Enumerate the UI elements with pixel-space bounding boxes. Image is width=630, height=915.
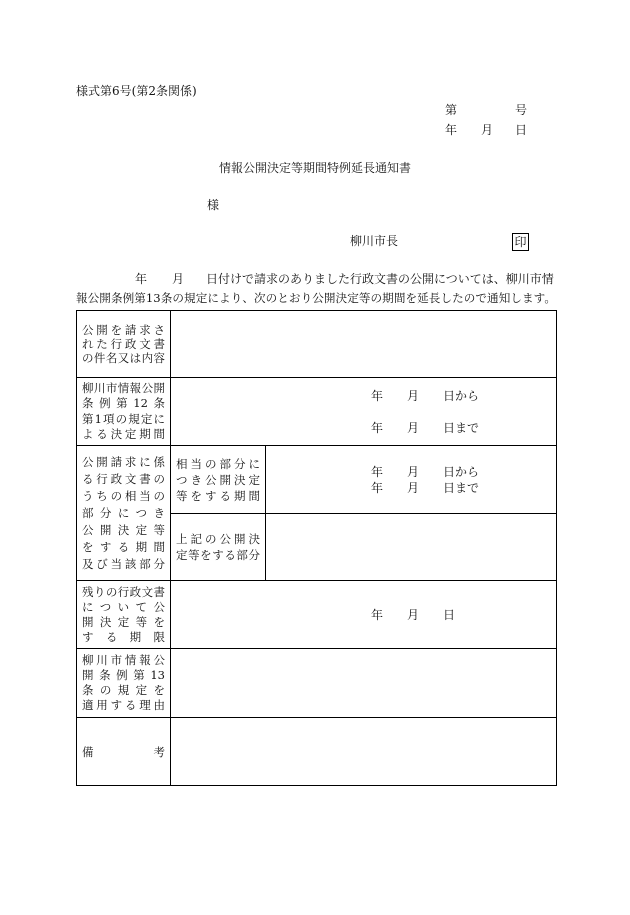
label-line: 部分につき xyxy=(82,505,165,520)
label-line: 条の規定を xyxy=(82,683,165,697)
partial-period-value xyxy=(266,446,557,514)
issue-date-month: 月 xyxy=(481,123,494,137)
document-title: 情報公開決定等期間特例延長通知書 xyxy=(218,161,411,175)
decision-period-value xyxy=(171,378,557,446)
label-line: うちの相当の xyxy=(82,488,165,503)
extension-reason-value xyxy=(171,649,557,718)
remarks-value xyxy=(171,718,557,786)
label-line: つき公開決定 xyxy=(176,472,260,487)
label-line: をする期間 xyxy=(82,539,165,554)
row-decision-period xyxy=(77,378,557,446)
request-subject-value xyxy=(171,311,557,378)
document-number-prefix: 第 xyxy=(445,103,458,117)
row-remaining-deadline xyxy=(77,581,557,649)
label-line: る行政文書の xyxy=(82,471,165,486)
label-line: 条例第12条 xyxy=(82,396,165,410)
label-line: 柳川市情報公開 xyxy=(82,380,165,395)
partial-disclosure-label xyxy=(77,446,171,581)
row-remarks xyxy=(77,718,557,786)
sender-name: 柳川市長 xyxy=(350,234,399,248)
extension-reason-label xyxy=(77,649,171,718)
row-extension-reason xyxy=(77,649,557,718)
remarks-label: 備考 xyxy=(82,744,165,759)
label-line: 開条例第13 xyxy=(82,668,165,682)
remarks-label-cell xyxy=(77,718,171,786)
label-line: 公開を請求さ xyxy=(82,323,165,337)
partial-period-label xyxy=(171,446,266,514)
label-line: 公開請求に係 xyxy=(82,454,165,469)
partial-portion-value xyxy=(266,514,557,581)
issue-date-day: 日 xyxy=(515,123,528,137)
decision-period-from: 年 月 日から xyxy=(371,388,480,403)
seal-box: 印 xyxy=(512,233,529,251)
label-line: れた行政文書 xyxy=(82,337,165,351)
label-line: 残りの行政文書 xyxy=(82,584,165,599)
label-line: 等をする期間 xyxy=(176,488,260,503)
remaining-deadline-label xyxy=(77,581,171,649)
label-line: よる決定期間 xyxy=(82,427,165,441)
label-line: 開決定等を xyxy=(82,614,165,629)
label-line: 柳川市情報公 xyxy=(82,653,165,667)
label-line: 上記の公開決 xyxy=(176,532,260,546)
notice-table xyxy=(76,310,557,786)
addressee-honorific: 様 xyxy=(207,198,220,212)
row-partial-period xyxy=(77,446,557,514)
label-line: 定等をする部分 xyxy=(176,548,260,562)
label-line: 及び当該部分 xyxy=(82,556,165,571)
partial-period-from: 年 月 日から xyxy=(371,464,480,479)
row-request-subject xyxy=(77,311,557,378)
label-line: の件名又は内容 xyxy=(82,351,165,365)
decision-period-to: 年 月 日まで xyxy=(371,420,480,435)
body-request-year: 年 xyxy=(135,272,148,286)
remaining-deadline-date: 年 月 日 xyxy=(371,607,456,622)
partial-portion-label xyxy=(171,514,266,581)
label-line: 相当の部分に xyxy=(176,456,260,471)
document-number-suffix: 号 xyxy=(515,103,528,117)
body-text-line-1: 日付けで請求のありました行政文書の公開については、柳川市情 xyxy=(206,272,554,286)
label-line: する期限 xyxy=(82,629,165,644)
remaining-deadline-value xyxy=(171,581,557,649)
label-line: について公 xyxy=(82,599,165,614)
partial-period-to: 年 月 日まで xyxy=(371,480,480,495)
body-request-month: 月 xyxy=(172,272,185,286)
label-line: 適用する理由 xyxy=(82,698,165,712)
issue-date-year: 年 xyxy=(445,123,458,137)
form-number: 様式第6号(第2条関係) xyxy=(76,84,197,98)
decision-period-label xyxy=(77,378,171,446)
request-subject-label xyxy=(77,311,171,378)
body-text-line-2: 報公開条例第13条の規定により、次のとおり公開決定等の期間を延長したので通知します。 xyxy=(76,291,556,305)
label-line: 公開決定等 xyxy=(82,522,165,537)
label-line: 第1項の規定に xyxy=(82,411,165,426)
